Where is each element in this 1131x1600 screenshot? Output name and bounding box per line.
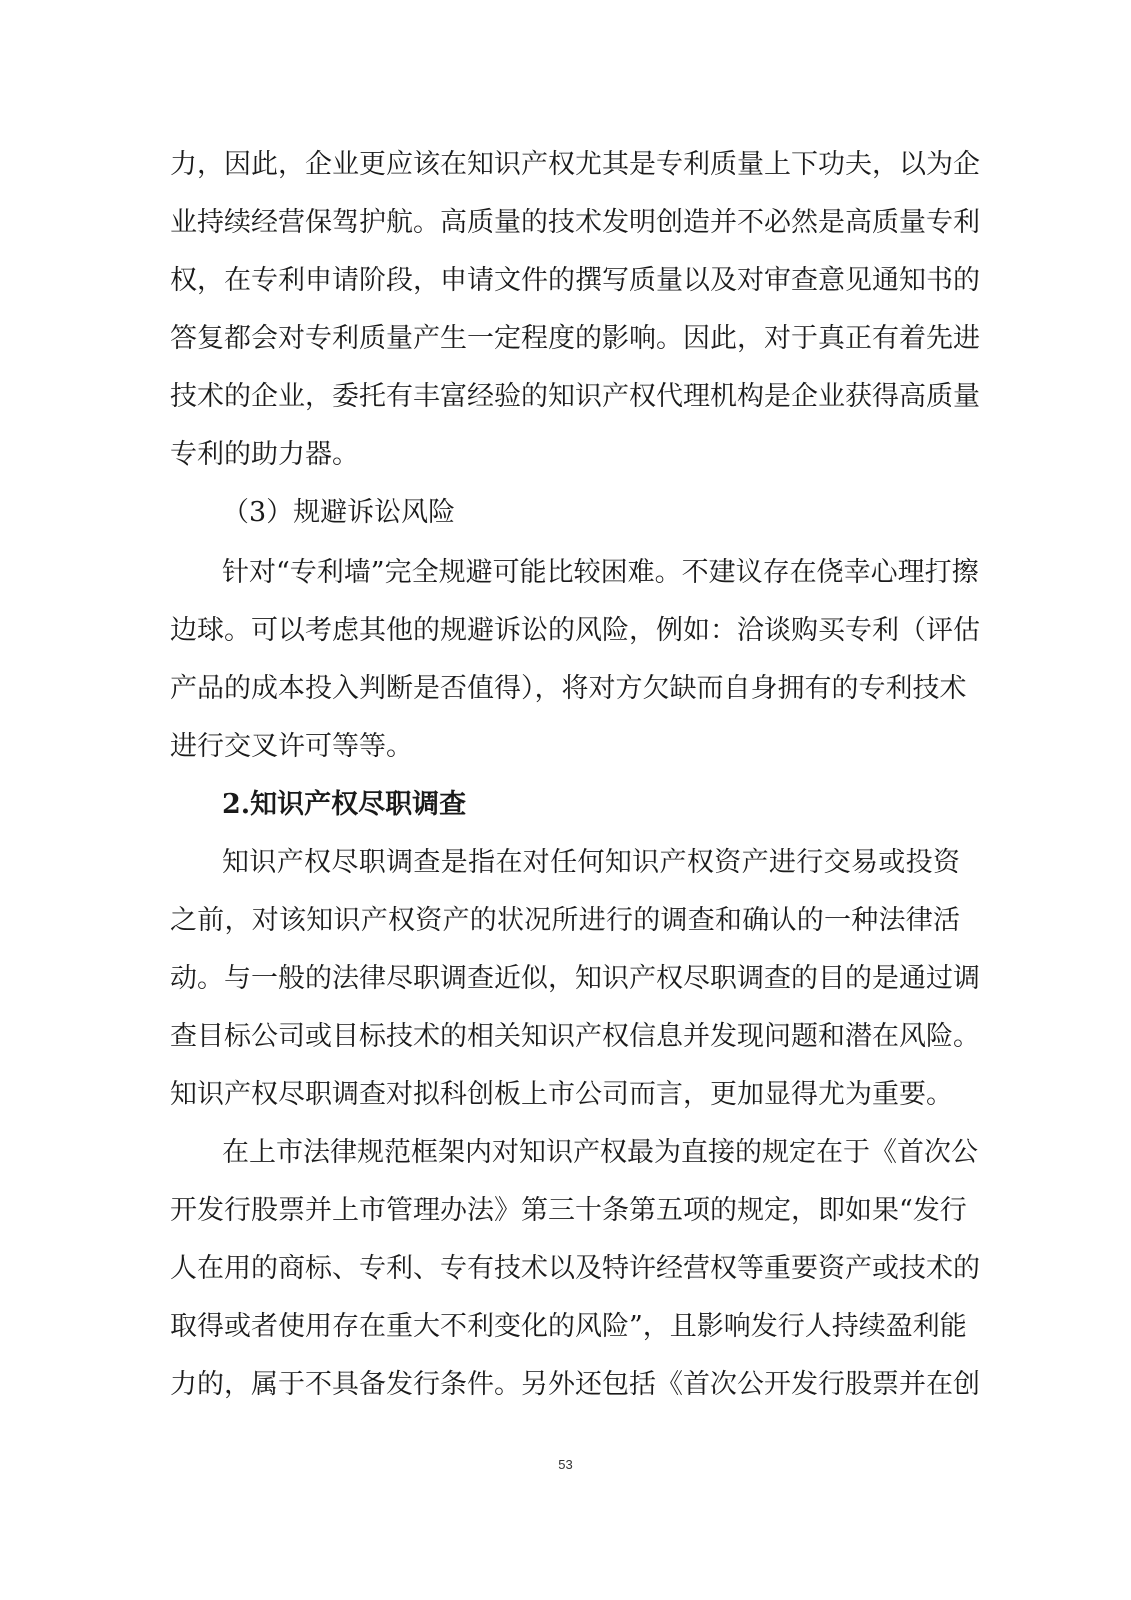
paragraph-line: 进行交叉许可等等。 [170, 731, 413, 762]
paragraph-line: 在上市法律规范框架内对知识产权最为直接的规定在于《首次公 [222, 1137, 978, 1168]
paragraph-line: 知识产权尽职调查是指在对任何知识产权资产进行交易或投资 [222, 847, 960, 878]
paragraph-line: 开发行股票并上市管理办法》第三十条第五项的规定，即如果“发行 [170, 1195, 967, 1226]
paragraph-line: 专利的助力器。 [170, 439, 359, 470]
section-heading: 2.知识产权尽职调查 [222, 789, 467, 820]
paragraph-line: 人在用的商标、专利、专有技术以及特许经营权等重要资产或技术的 [170, 1253, 980, 1284]
paragraph-line: 边球。可以考虑其他的规避诉讼的风险，例如：洽谈购买专利（评估 [170, 615, 980, 646]
paragraph-line: 技术的企业，委托有丰富经验的知识产权代理机构是企业获得高质量 [170, 381, 980, 412]
paragraph-line: 力的，属于不具备发行条件。另外还包括《首次公开发行股票并在创 [170, 1369, 980, 1400]
paragraph-line: 之前，对该知识产权资产的状况所进行的调查和确认的一种法律活 [170, 905, 960, 936]
paragraph-line: 答复都会对专利质量产生一定程度的影响。因此，对于真正有着先进 [170, 323, 980, 354]
paragraph-line: 知识产权尽职调查对拟科创板上市公司而言，更加显得尤为重要。 [170, 1079, 953, 1110]
paragraph-line: 查目标公司或目标技术的相关知识产权信息并发现问题和潜在风险。 [170, 1021, 980, 1052]
paragraph-line: 取得或者使用存在重大不利变化的风险”，且影响发行人持续盈利能 [170, 1311, 967, 1342]
paragraph-line: 权，在专利申请阶段，申请文件的撰写质量以及对审查意见通知书的 [170, 265, 980, 296]
page-number: 53 [558, 1457, 573, 1472]
paragraph-line: 针对“专利墙”完全规避可能比较困难。不建议存在侥幸心理打擦 [222, 557, 979, 588]
subheading: （3）规避诉讼风险 [222, 497, 456, 528]
paragraph-line: 业持续经营保驾护航。高质量的技术发明创造并不必然是高质量专利 [170, 207, 980, 238]
paragraph-line: 动。与一般的法律尽职调查近似，知识产权尽职调查的目的是通过调 [170, 963, 980, 994]
paragraph-line: 产品的成本投入判断是否值得），将对方欠缺而自身拥有的专利技术 [170, 673, 967, 704]
paragraph-line: 力，因此，企业更应该在知识产权尤其是专利质量上下功夫，以为企 [170, 149, 980, 180]
